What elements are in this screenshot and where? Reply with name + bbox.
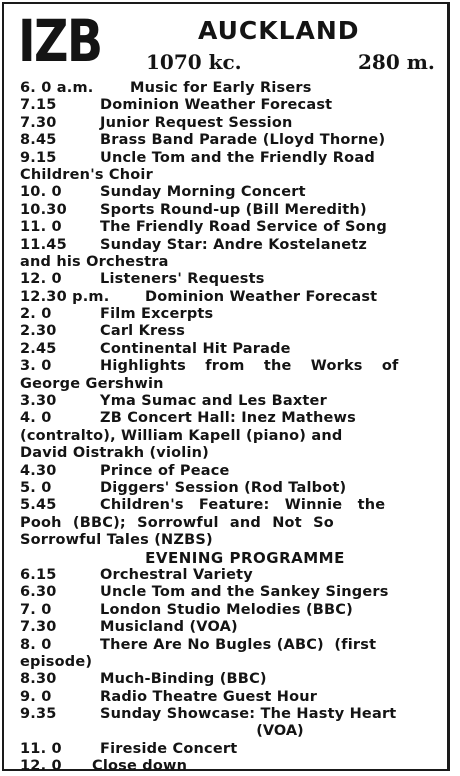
programme-row xyxy=(20,567,450,584)
programme-title: Sunday Star: Andre Kostelanetz xyxy=(100,236,368,253)
programme-title: Sports Round-up (Bill Meredith) xyxy=(100,201,367,218)
programme-row xyxy=(20,393,450,410)
programme-row xyxy=(20,184,450,201)
programme-title: Prince of Peace xyxy=(100,462,230,479)
programme-time: 11. 0 xyxy=(20,740,62,757)
programme-title: Close down xyxy=(92,758,188,775)
programme-row xyxy=(20,289,450,306)
programme-time: 6.30 xyxy=(20,584,57,601)
programme-time: 5. 0 xyxy=(20,479,52,496)
programme-title: Diggers' Session (Rod Talbot) xyxy=(100,479,347,496)
programme-row xyxy=(20,480,450,497)
programme-continuation xyxy=(20,654,450,671)
programme-time: 7. 0 xyxy=(20,601,52,618)
programme-title-continued: George Gershwin xyxy=(20,375,164,392)
programme-time: 9.35 xyxy=(20,706,57,723)
programme-row xyxy=(20,497,450,514)
programme-continuation xyxy=(20,428,450,445)
programme-continuation xyxy=(20,515,450,532)
evening-programme-heading: EVENING PROGRAMME xyxy=(145,548,345,567)
station-call-sign: IZB xyxy=(18,7,102,75)
programme-title: Listeners' Requests xyxy=(100,271,265,288)
programme-continuation xyxy=(20,167,450,184)
programme-title: Continental Hit Parade xyxy=(100,340,291,357)
programme-time: 7.30 xyxy=(20,114,57,131)
programme-row xyxy=(20,323,450,340)
programme-row xyxy=(20,150,450,167)
programme-title-continued: (contralto), William Kapell (piano) and xyxy=(20,427,343,444)
programme-continuation xyxy=(20,445,450,462)
programme-title: Orchestral Variety xyxy=(100,566,253,583)
programme-time: 3.30 xyxy=(20,393,57,410)
station-frequency: 1070 kc. xyxy=(146,50,242,74)
programme-title: Uncle Tom and the Sankey Singers xyxy=(100,584,389,601)
programme-time: 8.45 xyxy=(20,132,57,149)
programme-title: Sunday Showcase: The Hasty Heart xyxy=(100,706,397,723)
programme-title-continued: Children's Choir xyxy=(20,166,153,183)
programme-time: 12. 0 xyxy=(20,271,62,288)
programme-title: Film Excerpts xyxy=(100,306,214,323)
programme-continuation xyxy=(20,532,450,549)
programme-row xyxy=(20,306,450,323)
programme-row xyxy=(20,80,450,97)
programme-time: 6. 0 a.m. xyxy=(20,80,94,96)
programme-title: Uncle Tom and the Friendly Road xyxy=(100,149,375,166)
programme-title: Sunday Morning Concert xyxy=(100,184,306,201)
programme-title-continued: episode) xyxy=(20,653,93,670)
programme-title: The Friendly Road Service of Song xyxy=(100,219,387,236)
programme-row xyxy=(20,706,450,723)
programme-title-continued: and his Orchestra xyxy=(20,253,169,270)
programme-row xyxy=(20,97,450,114)
programme-title: Radio Theatre Guest Hour xyxy=(100,688,318,705)
programme-time: 5.45 xyxy=(20,497,57,514)
programme-row xyxy=(20,358,450,375)
programme-row xyxy=(20,741,450,758)
programme-row xyxy=(20,758,450,775)
programme-title: Musicland (VOA) xyxy=(100,619,238,636)
programme-title-continued: Pooh (BBC); Sorrowful and Not So xyxy=(20,514,334,531)
programme-list xyxy=(20,80,450,776)
programme-title: Dominion Weather Forecast xyxy=(100,97,333,114)
programme-row xyxy=(20,132,450,149)
programme-title-continued: (VOA) xyxy=(256,723,304,740)
programme-time: 2. 0 xyxy=(20,306,52,323)
programme-title-continued: David Oistrakh (violin) xyxy=(20,445,209,462)
programme-row xyxy=(20,689,450,706)
programme-title: Junior Request Session xyxy=(100,114,293,131)
programme-time: 7.15 xyxy=(20,97,57,114)
programme-time: 9. 0 xyxy=(20,688,52,705)
station-city: AUCKLAND xyxy=(198,16,360,45)
programme-time: 4. 0 xyxy=(20,410,52,427)
programme-time: 11. 0 xyxy=(20,219,62,236)
programme-title: London Studio Melodies (BBC) xyxy=(100,601,353,618)
programme-row xyxy=(20,584,450,601)
programme-time: 8. 0 xyxy=(20,636,52,653)
programme-time: 10. 0 xyxy=(20,184,62,201)
programme-time: 11.45 xyxy=(20,236,67,253)
programme-row xyxy=(20,237,450,254)
programme-row xyxy=(20,602,450,619)
programme-title: Carl Kress xyxy=(100,323,186,340)
programme-time: 7.30 xyxy=(20,619,57,636)
programme-time: 9.15 xyxy=(20,149,57,166)
programme-row xyxy=(20,219,450,236)
programme-continuation xyxy=(20,254,450,271)
programme-title: Much-Binding (BBC) xyxy=(100,671,267,688)
programme-title: ZB Concert Hall: Inez Mathews xyxy=(100,410,356,427)
programme-time: 12. 0 xyxy=(20,758,62,775)
programme-continuation xyxy=(20,376,450,393)
programme-row xyxy=(20,637,450,654)
programme-title: Highlights from the Works of xyxy=(100,358,399,375)
programme-row xyxy=(20,341,450,358)
programme-row xyxy=(20,202,450,219)
programme-row xyxy=(20,115,450,132)
station-wavelength: 280 m. xyxy=(358,50,435,74)
programme-time: 4.30 xyxy=(20,462,57,479)
programme-title: There Are No Bugles (ABC) (first xyxy=(100,636,377,653)
programme-title: Fireside Concert xyxy=(100,740,238,757)
programme-title-continued: Sorrowful Tales (NZBS) xyxy=(20,532,213,549)
programme-title: Music for Early Risers xyxy=(130,80,312,96)
programme-row xyxy=(20,619,450,636)
programme-time: 3. 0 xyxy=(20,358,52,375)
programme-title: Dominion Weather Forecast xyxy=(145,288,378,305)
programme-title: Yma Sumac and Les Baxter xyxy=(100,393,327,410)
programme-row xyxy=(20,671,450,688)
programme-row xyxy=(20,410,450,427)
programme-row xyxy=(20,271,450,288)
programme-title: Children's Feature: Winnie the xyxy=(100,497,386,514)
programme-time: 2.30 xyxy=(20,323,57,340)
programme-time: 12.30 p.m. xyxy=(20,288,110,305)
programme-title: Brass Band Parade (Lloyd Thorne) xyxy=(100,132,386,149)
programme-row xyxy=(20,463,450,480)
programme-time: 8.30 xyxy=(20,671,57,688)
programme-time: 10.30 xyxy=(20,201,67,218)
programme-time: 6.15 xyxy=(20,566,57,583)
station-masthead xyxy=(18,7,438,78)
programme-time: 2.45 xyxy=(20,340,57,357)
